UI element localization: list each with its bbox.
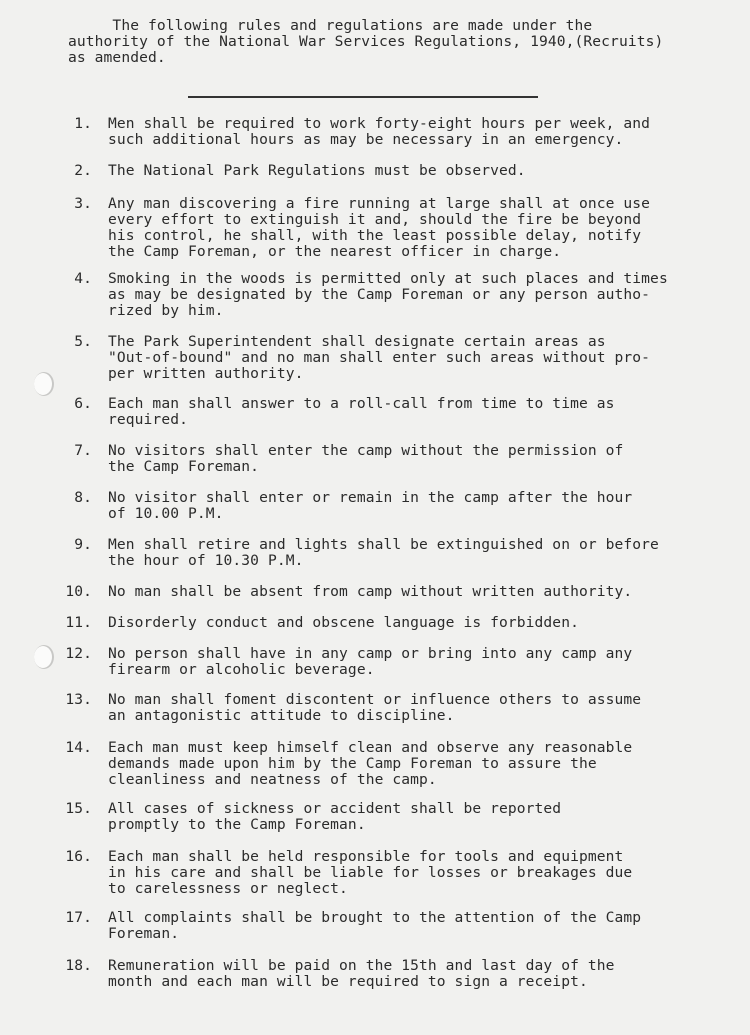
rule-text: [108, 537, 728, 569]
rule-line: firearm or alcoholic beverage.: [108, 661, 375, 678]
rule-line: Any man discovering a fire running at large shall at once use: [108, 195, 651, 212]
rule-line: No man shall be absent from camp without written authority.: [108, 583, 633, 600]
rule-line: Remuneration will be paid on the 15th and last day of the: [108, 957, 615, 974]
rule-text: [108, 958, 728, 990]
rule-line: the Camp Foreman.: [108, 458, 260, 475]
rule-line: required.: [108, 411, 188, 428]
rule-line: the Camp Foreman, or the nearest officer in charge.: [108, 243, 562, 260]
rule-line: rized by him.: [108, 302, 224, 319]
rule-line: The Park Superintendent shall designate certain areas as: [108, 333, 606, 350]
rule-line: month and each man will be required to sign a receipt.: [108, 973, 588, 990]
rule-number: 9.: [74, 536, 92, 553]
rule-number: 15.: [65, 800, 92, 817]
rule-line: in his care and shall be liable for losses or breakages due: [108, 864, 633, 881]
rule-line: All complaints shall be brought to the attention of the Camp: [108, 909, 642, 926]
rule-line: Disorderly conduct and obscene language is forbidden.: [108, 614, 579, 631]
rule-number: 16.: [65, 848, 92, 865]
rule-line: to carelessness or neglect.: [108, 880, 348, 897]
rule-text: [108, 490, 728, 522]
rule-line: The National Park Regulations must be observed.: [108, 162, 526, 179]
rule-line: Foreman.: [108, 925, 180, 942]
rule-line: of 10.00 P.M.: [108, 505, 224, 522]
rule-line: Each man shall answer to a roll-call from time to time as: [108, 395, 615, 412]
rule-number: 12.: [65, 645, 92, 662]
rule-line: No man shall foment discontent or influence others to assume: [108, 691, 642, 708]
intro-line: as amended.: [68, 49, 166, 66]
rule-text: [108, 740, 728, 788]
rule-line: promptly to the Camp Foreman.: [108, 816, 366, 833]
rule-text: [108, 116, 728, 148]
rule-line: every effort to extinguish it and, should the fire be beyond: [108, 211, 642, 228]
rule-text: [108, 443, 728, 475]
rule-number: 14.: [65, 739, 92, 756]
rule-number: 11.: [65, 614, 92, 631]
rule-number: 17.: [65, 909, 92, 926]
intro-line: authority of the National War Services Regulations, 1940,(Recruits): [68, 33, 664, 50]
rule-text: [108, 584, 728, 600]
rule-line: an antagonistic attitude to discipline.: [108, 707, 455, 724]
rule-text: [108, 271, 728, 319]
rule-number: 3.: [74, 195, 92, 212]
rule-line: All cases of sickness or accident shall be reported: [108, 800, 562, 817]
rule-line: cleanliness and neatness of the camp.: [108, 771, 437, 788]
rule-text: [108, 196, 728, 260]
rule-line: demands made upon him by the Camp Foreman to assure the: [108, 755, 597, 772]
rule-number: 7.: [74, 442, 92, 459]
rule-number: 8.: [74, 489, 92, 506]
rule-text: [108, 163, 728, 179]
rule-number: 6.: [74, 395, 92, 412]
rule-line: Men shall be required to work forty-eight hours per week, and: [108, 115, 651, 132]
rule-text: [108, 646, 728, 678]
rule-line: Smoking in the woods is permitted only at such places and times: [108, 270, 668, 287]
rule-text: [108, 910, 728, 942]
rule-line: the hour of 10.30 P.M.: [108, 552, 304, 569]
rule-line: No visitor shall enter or remain in the camp after the hour: [108, 489, 633, 506]
rule-text: [108, 334, 728, 382]
rule-line: Each man must keep himself clean and observe any reasonable: [108, 739, 633, 756]
rule-line: per written authority.: [108, 365, 304, 382]
punch-hole: [34, 372, 54, 396]
rule-number: 5.: [74, 333, 92, 350]
rule-text: [108, 801, 728, 833]
rule-line: No person shall have in any camp or bring into any camp any: [108, 645, 633, 662]
intro-paragraph: [68, 18, 708, 66]
rule-number: 1.: [74, 115, 92, 132]
rule-line: such additional hours as may be necessary in an emergency.: [108, 131, 624, 148]
rule-number: 13.: [65, 691, 92, 708]
rule-line: his control, he shall, with the least possible delay, notify: [108, 227, 642, 244]
rule-line: Men shall retire and lights shall be extinguished on or before: [108, 536, 659, 553]
rule-number: 4.: [74, 270, 92, 287]
rule-text: [108, 615, 728, 631]
rule-text: [108, 849, 728, 897]
rule-line: as may be designated by the Camp Foreman or any person autho-: [108, 286, 651, 303]
rule-line: "Out-of-bound" and no man shall enter such areas without pro-: [108, 349, 651, 366]
rule-line: No visitors shall enter the camp without the permission of: [108, 442, 624, 459]
intro-line: The following rules and regulations are made under the: [68, 17, 593, 34]
rule-text: [108, 692, 728, 724]
rule-line: Each man shall be held responsible for tools and equipment: [108, 848, 624, 865]
horizontal-divider: [188, 96, 538, 98]
rule-number: 10.: [65, 583, 92, 600]
rule-number: 18.: [65, 957, 92, 974]
rule-number: 2.: [74, 162, 92, 179]
rule-text: [108, 396, 728, 428]
